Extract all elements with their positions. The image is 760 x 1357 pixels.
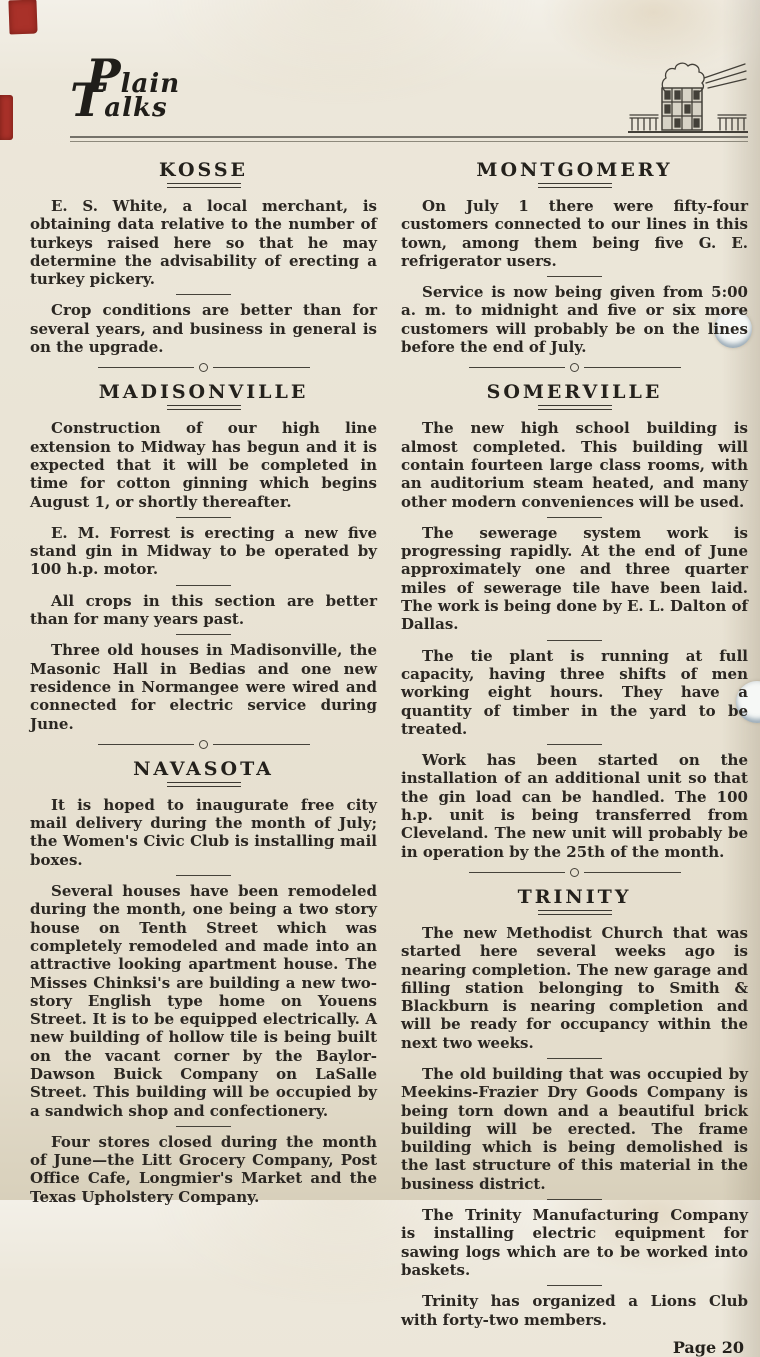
masthead-logo [70,49,181,127]
title-rule [167,782,241,787]
section-title-trinity: TRINITY [517,885,632,908]
ornament-ring-icon [570,363,579,372]
section-title-madisonville: MADISONVILLE [98,381,309,404]
paragraph: Three old houses in Madisonville, the Masonic Hall in Bedias and one new residence in Normangee were wired and connected for electric service during June. [30,641,377,733]
title-rule [538,910,612,915]
paragraph-divider [176,294,231,295]
right-column [401,150,748,1357]
paragraph-divider [547,517,602,518]
paragraph: The new high school building is almost completed. This building will contain fourteen large class rooms, with an auditorium steam heated, and many other modern conveniences will be used. [401,419,748,511]
paragraph: It is hoped to inaugurate free city mail delivery during the month of July; the Women's Civic Club is installing mail boxes. [30,795,377,869]
section-title-kosse: KOSSE [158,159,249,181]
title-rule [167,405,241,410]
paragraph: Crop conditions are better than for several years, and business in general is on the upgrade. [30,301,377,357]
paragraph: The Trinity Manufacturing Company is installing electric equipment for sawing logs which are to be worked into baskets. [401,1206,748,1279]
section-title-somerville: SOMERVILLE [486,381,663,404]
red-ink-mark-top-left [8,0,37,34]
paragraph-divider [547,744,602,745]
ornament-ring-icon [199,363,208,372]
title-rule [538,405,612,410]
section-divider-ornament [469,363,681,372]
article-columns [30,150,748,1357]
paragraph: The new Methodist Church that was started here several weeks ago is nearing completion. The new garage and filling station belonging to Smith & Blackburn is nearing completion and will be ready for occupancy within the next two weeks. [401,923,748,1052]
paragraph-divider [176,634,231,635]
paragraph: The tie plant is running at full capacity, having three shifts of men working eight hours. They have a quantity of timber in the yard to be treated. [401,646,748,738]
paragraph: The sewerage system work is progressing rapidly. At the end of June approximately one and three quarter miles of sewerage tile have been laid. The work is being done by E. L. Dalton of Dallas. [401,523,748,634]
left-column [30,150,377,1357]
masthead-word-talks: Talks [70,73,168,127]
ornament-ring-icon [570,868,579,877]
paragraph-divider [176,517,231,518]
paragraph: E. S. White, a local merchant, is obtaining data relative to the number of turkeys raised here so that he may determine the advisability of erecting a turkey pickery. [30,197,377,289]
paragraph-divider [547,640,602,641]
paragraph-divider [176,1126,231,1127]
paragraph: Several houses have been remodeled during the month, one being a two story house on Tenth Street which was completely remodeled and made into an attractive looking apartment house. The Misses Chinksi's are building a new two-story English type home on Youens Street. It is to be equipped electrically. A new building of hollow tile is being built on the vacant corner by the Baylor-Dawson Buick Company on LaSalle Street. This building will be occupied by a sandwich shop and confectionery. [30,882,377,1120]
paragraph: Service is now being given from 5:00 a. m. to midnight and five or six more customers will probably be on the lines before the end of July. [401,283,748,357]
paragraph-divider [176,585,231,586]
section-divider-ornament [98,740,310,749]
section-title-montgomery: MONTGOMERY [476,159,673,181]
red-ink-mark-left-edge [0,95,13,140]
title-rule [538,183,612,188]
page-number: Page 20 [672,1337,744,1357]
paragraph: Four stores closed during the month of June—the Litt Grocery Company, Post Office Cafe, Longmier's Market and the Texas Upholstery Company. [30,1132,377,1206]
paragraph: E. M. Forrest is erecting a new five stand gin in Midway to be operated by 100 h.p. motor. [30,523,377,579]
section-title-navasota: NAVASOTA [133,757,274,780]
paragraph-divider [547,1285,602,1286]
power-plant-illustration [628,58,748,136]
paragraph: Trinity has organized a Lions Club with forty-two members. [401,1292,748,1329]
masthead-rule [70,136,748,142]
section-divider-ornament [98,363,310,372]
section-divider-ornament [469,868,681,877]
paragraph: On July 1 there were fifty-four customers connected to our lines in this town, among them being five G. E. refrigerator users. [401,197,748,270]
paragraph: Work has been started on the installation of an additional unit so that the gin load can be handled. The 100 h.p. unit is being transferred from Cleveland. The new unit will probably be in operation by the 25th of the month. [401,751,748,861]
paragraph: Construction of our high line extension to Midway has begun and it is expected that it will be completed in time for cotton ginning which begins August 1, or shortly thereafter. [30,419,377,511]
paragraph-divider [176,875,231,876]
paragraph: All crops in this section are better than for many years past. [30,591,377,629]
paragraph-divider [547,1058,602,1059]
masthead-word-plain: Plain [86,49,181,103]
ornament-ring-icon [199,740,208,749]
paragraph: The old building that was occupied by Meekins-Frazier Dry Goods Company is being torn down and a beautiful brick building will be erected. The frame building which is being demolished is the last structure of this material in the business district. [401,1064,748,1193]
title-rule [167,183,241,188]
paragraph-divider [547,276,602,277]
